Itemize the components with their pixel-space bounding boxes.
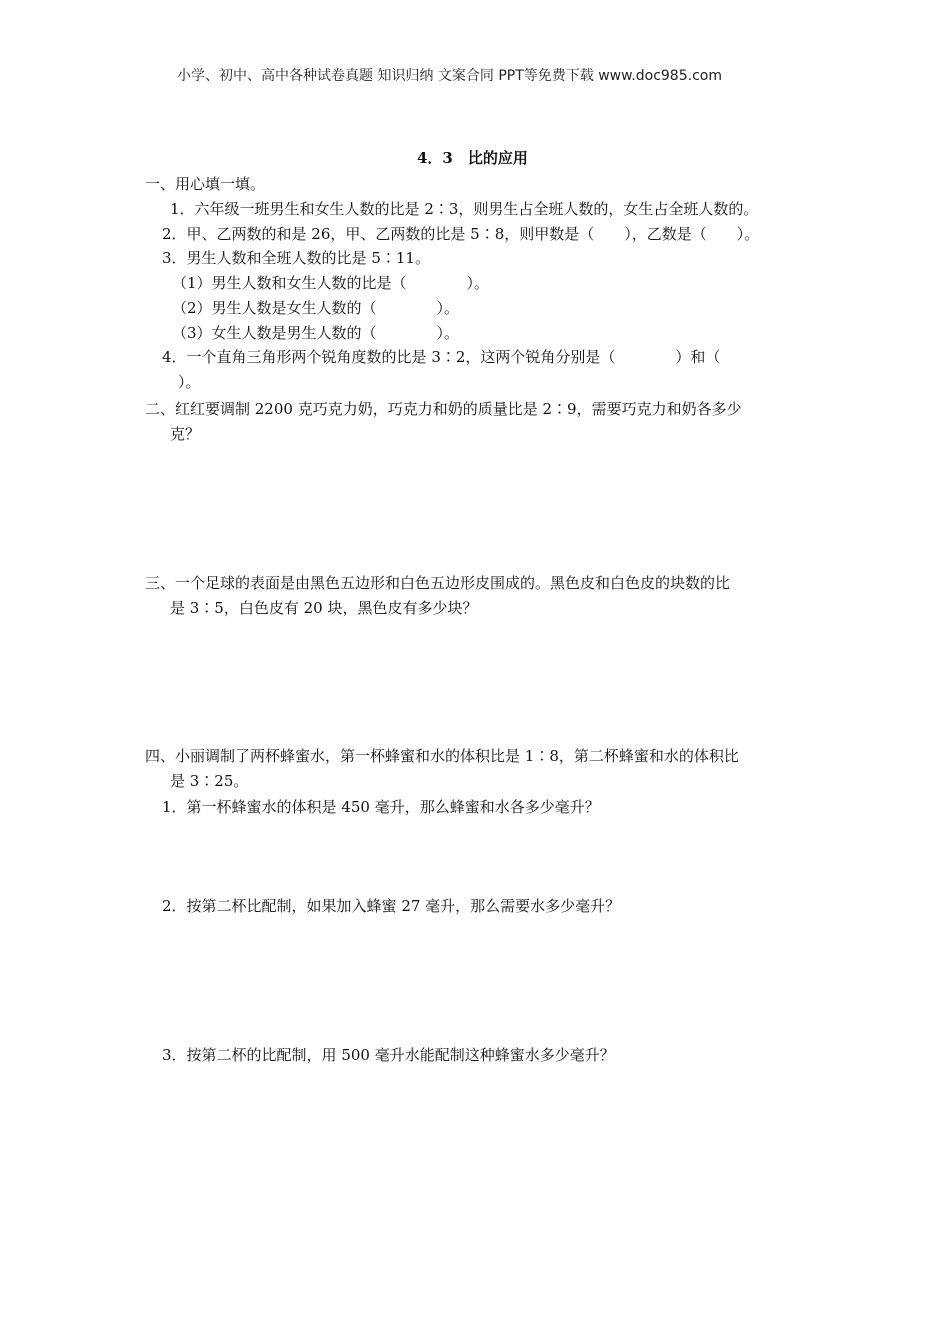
section-3-line-1: 三、一个足球的表面是由黑色五边形和白色五边形皮围成的。黑色皮和白色皮的块数的比 [145, 574, 731, 592]
question-1-2: 2．甲、乙两数的和是 26，甲、乙两数的比是 5∶8，则甲数是（ ），乙数是（ ）。 [162, 225, 760, 243]
question-1-3: 3．男生人数和全班人数的比是 5∶11。 [162, 249, 430, 267]
page-title: 4．3 比的应用 [417, 149, 528, 167]
section-2-line-2: 克？ [170, 425, 201, 443]
section-4-line-1: 四、小丽调制了两杯蜂蜜水，第一杯蜂蜜和水的体积比是 1∶8，第二杯蜂蜜和水的体积比 [145, 747, 739, 765]
page-header: 小学、初中、高中各种试卷真题 知识归纳 文案合同 PPT等免费下载 www.doc985.com [177, 68, 722, 84]
question-4-2: 2．按第二杯比配制，如果加入蜂蜜 27 毫升，那么需要水多少毫升？ [162, 897, 621, 915]
section-3-line-2: 是 3∶5，白色皮有 20 块，黑色皮有多少块？ [170, 599, 478, 617]
question-4-3: 3．按第二杯的比配制，用 500 毫升水能配制这种蜂蜜水多少毫升？ [162, 1046, 615, 1064]
question-1-3-part-3: （3）女生人数是男生人数的（ ）。 [172, 324, 460, 342]
question-1-4-line-1: 4．一个直角三角形两个锐角度数的比是 3∶2，这两个锐角分别是（ ）和（ [162, 348, 721, 366]
section-4-line-2: 是 3∶25。 [170, 772, 249, 790]
question-4-1: 1．第一杯蜂蜜水的体积是 450 毫升，那么蜂蜜和水各多少毫升？ [162, 798, 600, 816]
section-2-line-1: 二、红红要调制 2200 克巧克力奶，巧克力和奶的质量比是 2∶9，需要巧克力和奶各多少 [145, 400, 742, 418]
question-1-3-part-2: （2）男生人数是女生人数的（ ）。 [172, 299, 460, 317]
question-1-3-part-1: （1）男生人数和女生人数的比是（ ）。 [172, 274, 490, 292]
section-1-heading: 一、用心填一填。 [145, 175, 266, 193]
question-1-4-line-2: ）。 [178, 373, 201, 391]
question-1-1: 1．六年级一班男生和女生人数的比是 2∶3，则男生占全班人数的，女生占全班人数的。 [170, 200, 759, 218]
